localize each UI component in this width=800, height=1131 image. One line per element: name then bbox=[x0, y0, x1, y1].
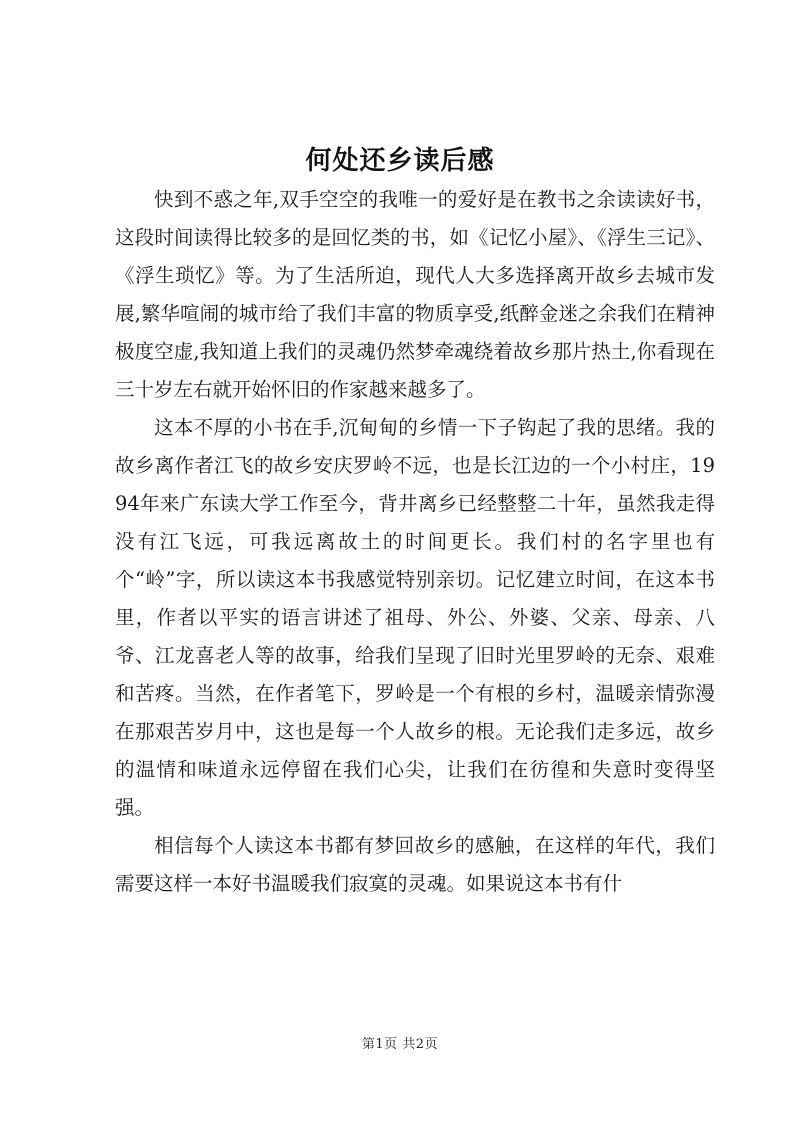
paragraph-3: 相信每个人读这本书都有梦回故乡的感触，在这样的年代，我们需要这样一本好书温暖我们寂寞的灵魂。如果说这本书有什 bbox=[115, 834, 715, 895]
paragraph-1: 快到不惑之年,双手空空的我唯一的爱好是在教书之余读读好书，这段时间读得比较多的是回忆类的书，如《记忆小屋》、《浮生三记》、《浮生琐忆》等。为了生活所迫，现代人大多选择离开故乡去城市发展,繁华喧闹的城市给了我们丰富的物质享受,纸醉金迷之余我们在精神极度空虚,我知道上我们的灵魂仍然梦牵魂绕着故乡那片热土,你看现在三十岁左右就开始怀旧的作家越来越多了。 bbox=[115, 188, 715, 401]
page-footer: 第1页 共2页 bbox=[361, 1037, 439, 1052]
document-body bbox=[115, 181, 715, 903]
paragraph-2: 这本不厚的小书在手,沉甸甸的乡情一下子钩起了我的思绪。我的故乡离作者江飞的故乡安庆罗岭不远，也是长江边的一个小村庄，1994年来广东读大学工作至今，背井离乡已经整整二十年，虽然我走得没有江飞远，可我远离故土的时间更长。我们村的名字里也有个“岭”字，所以读这本书我感觉特别亲切。记忆建立时间，在这本书里，作者以平实的语言讲述了祖母、外公、外婆、父亲、母亲、八爷、江龙喜老人等的故事，给我们呈现了旧时光里罗岭的无奈、艰难和苦疼。当然，在作者笔下，罗岭是一个有根的乡村，温暖亲情弥漫在那艰苦岁月中，这也是每一个人故乡的根。无论我们走多远，故乡的温情和味道永远停留在我们心尖，让我们在彷徨和失意时变得坚强。 bbox=[115, 416, 715, 819]
document-title: 何处还乡读后感 bbox=[305, 146, 495, 176]
